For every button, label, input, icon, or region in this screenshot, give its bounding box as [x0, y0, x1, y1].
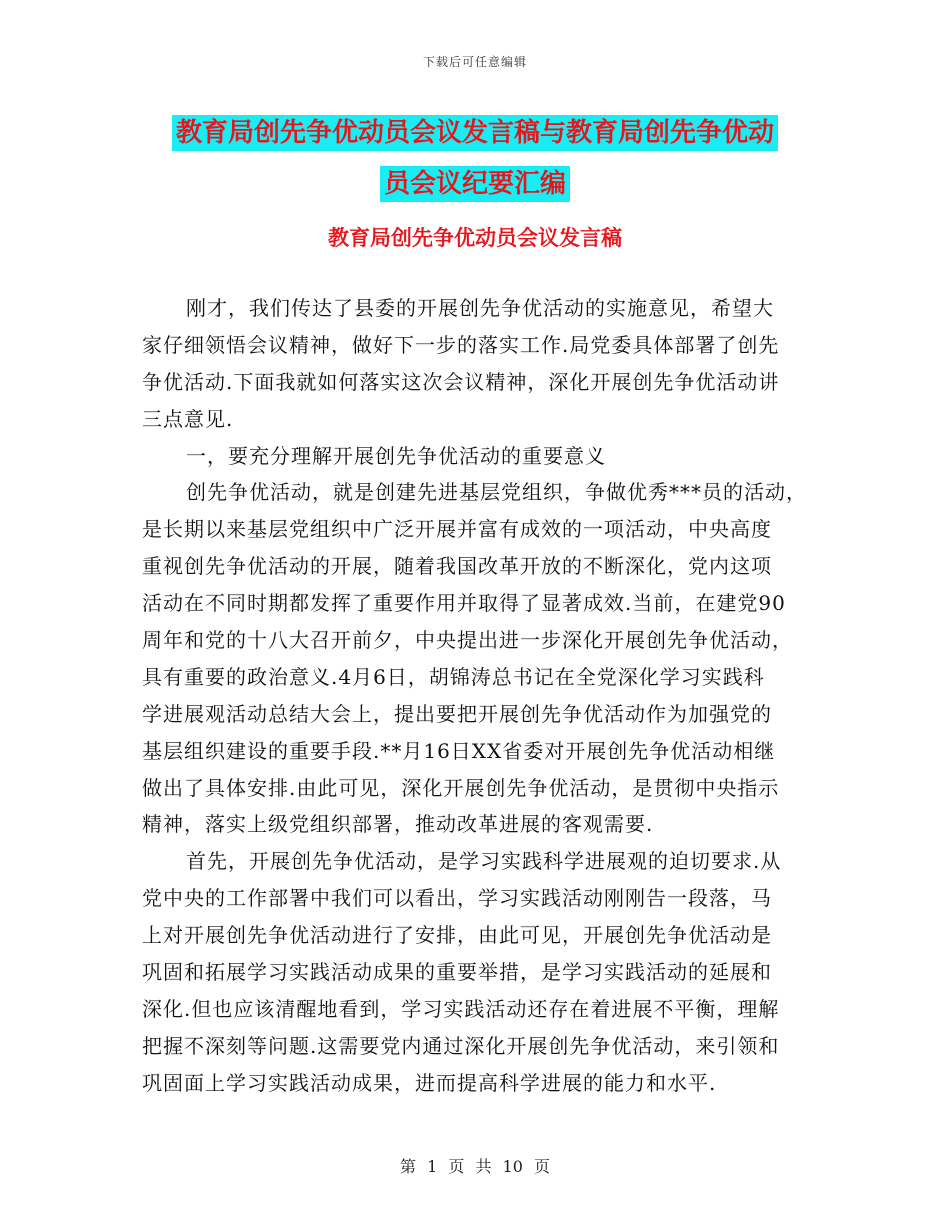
header-note: 下载后可任意编辑 [422, 55, 527, 69]
document-title [0, 108, 950, 210]
paragraph-line: 上对开展创先争优活动进行了安排，由此可见，开展创先争优活动是 [142, 923, 772, 948]
paragraph-line: 深化.但也应该清醒地看到，学习实践活动还存在着进展不平衡，理解 [142, 996, 780, 1021]
page-number-footer: 第 1 页 共 10 页 [400, 1157, 550, 1176]
paragraph-line: 三点意见. [142, 406, 234, 431]
paragraph-line: 是长期以来基层党组织中广泛开展并富有成效的一项活动，中央高度 [142, 517, 772, 542]
section-title: 教育局创先争优动员会议发言稿 [328, 226, 622, 250]
paragraph-line: 创先争优活动，就是创建先进基层党组织，争做优秀***员的活动， [186, 480, 807, 505]
document-title-line-1: 教育局创先争优动员会议发言稿与教育局创先争优动 [172, 115, 778, 151]
paragraph-line: 具有重要的政治意义.4月6日，胡锦涛总书记在全党深化学习实践科 [142, 664, 765, 689]
paragraph-line: 党中央的工作部署中我们可以看出，学习实践活动刚刚告一段落，马 [142, 886, 772, 911]
paragraph-line: 把握不深刻等问题.这需要党内通过深化开展创先争优活动，来引领和 [142, 1033, 780, 1058]
paragraph-line: 周年和党的十八大召开前夕，中央提出进一步深化开展创先争优活动， [142, 628, 793, 653]
paragraph-line: 一，要充分理解开展创先争优活动的重要意义 [186, 443, 606, 468]
paragraph-line: 做出了具体安排.由此可见，深化开展创先争优活动，是贯彻中央指示 [142, 775, 780, 800]
paragraph-line: 首先，开展创先争优活动，是学习实践科学进展观的迫切要求.从 [186, 849, 782, 874]
paragraph-line: 学进展观活动总结大会上，提出要把开展创先争优活动作为加强党的 [142, 701, 772, 726]
paragraph-line: 基层组织建设的重要手段.**月16日XX省委对开展创先争优活动相继 [142, 738, 776, 763]
paragraph-line: 重视创先争优活动的开展，随着我国改革开放的不断深化，党内这项 [142, 554, 772, 579]
paragraph-line: 家仔细领悟会议精神，做好下一步的落实工作.局党委具体部署了创先 [142, 332, 780, 357]
paragraph-line: 巩固面上学习实践活动成果，进而提高科学进展的能力和水平. [142, 1070, 717, 1095]
paragraph-line: 精神，落实上级党组织部署，推动改革进展的客观需要. [142, 812, 654, 837]
paragraph-line: 争优活动.下面我就如何落实这次会议精神，深化开展创先争优活动讲 [142, 369, 780, 394]
paragraph-line: 巩固和拓展学习实践活动成果的重要举措，是学习实践活动的延展和 [142, 960, 772, 985]
body-text [142, 290, 814, 1102]
paragraph-line: 刚才，我们传达了县委的开展创先争优活动的实施意见，希望大 [186, 296, 774, 320]
paragraph-line: 活动在不同时期都发挥了重要作用并取得了显著成效.当前，在建党90 [142, 591, 786, 616]
document-title-line-2: 员会议纪要汇编 [380, 166, 570, 202]
